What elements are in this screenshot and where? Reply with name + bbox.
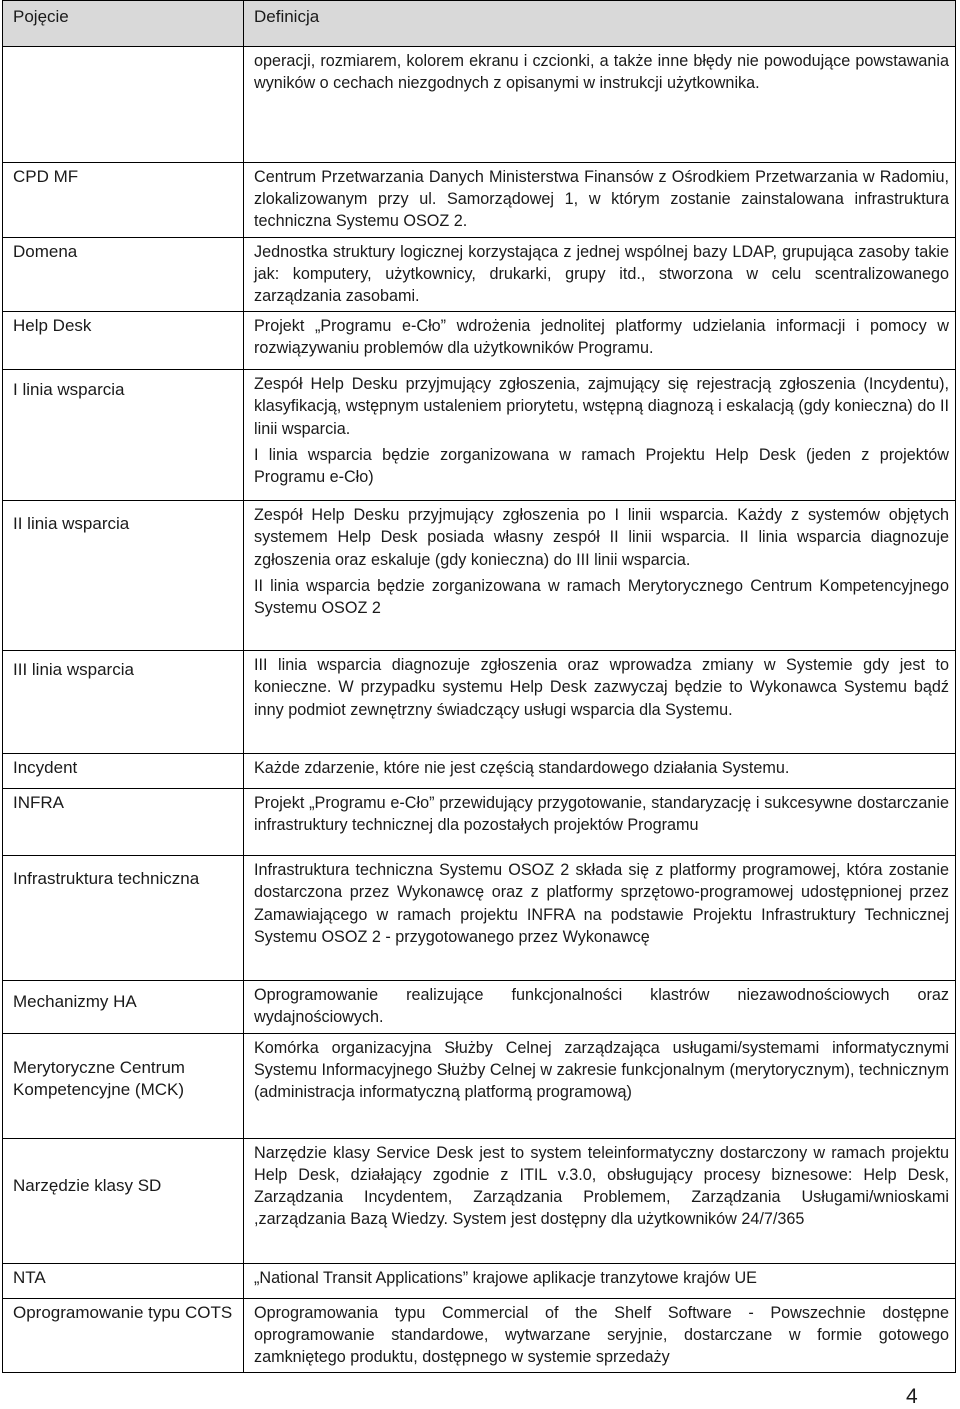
term-text: Merytoryczne Centrum Kompetencyjne (MCK) bbox=[13, 1057, 185, 1099]
definition-paragraph: „National Transit Applications” krajowe aplikacje tranzytowe krajów UE bbox=[254, 1268, 757, 1287]
table-row bbox=[3, 1298, 956, 1373]
definition-paragraph: Każde zdarzenie, które nie jest częścią standardowego działania Systemu. bbox=[254, 759, 790, 778]
term-cell bbox=[3, 1263, 244, 1298]
term-cell bbox=[3, 789, 244, 856]
definition-cell bbox=[244, 789, 956, 856]
term-text: CPD MF bbox=[13, 167, 79, 186]
term-text: Domena bbox=[13, 241, 78, 261]
definition-cell bbox=[244, 651, 956, 754]
definition-cell bbox=[244, 163, 956, 238]
definition-paragraph: I linia wsparcia będzie zorganizowana w ramach Projektu Help Desk (jeden z projektów Programu e-Cło) bbox=[254, 445, 949, 487]
header-definition: Definicja bbox=[244, 1, 956, 47]
header-term: Pojęcie bbox=[3, 1, 244, 47]
definition-cell bbox=[244, 1263, 956, 1298]
page-number: 4 bbox=[906, 1385, 918, 1408]
term-cell bbox=[3, 163, 244, 238]
term-cell bbox=[3, 981, 244, 1033]
definition-paragraph: Oprogramowania typu Commercial of the Shelf Software - Powszechnie dostępne oprogramowanie standardowe, wytwarzane seryjnie, dostarczane w formie gotowego zamkniętego produktu, dostępnego w systemie sprzedaży bbox=[254, 1303, 949, 1367]
term-cell bbox=[3, 237, 244, 312]
definition-cell bbox=[244, 370, 956, 501]
definition-cell bbox=[244, 1138, 956, 1263]
table-row bbox=[3, 856, 956, 981]
term-text: Oprogramowanie typu COTS bbox=[13, 1302, 233, 1322]
definition-paragraph: III linia wsparcia diagnozuje zgłoszenia oraz wprowadza zmiany w Systemie gdy jest to konieczne. W przypadku systemu Help Desk zazwyczaj będzie to Wykonawca Systemu bądź inny podmiot zewnętrzny świadczący usługi wsparcia dla Systemu. bbox=[254, 656, 949, 719]
definition-paragraph: Projekt „Programu e-Cło” przewidujący przygotowanie, standaryzację i sukcesywne dostarczanie infrastruktury technicznej dla pozostałych projektów Programu bbox=[254, 794, 949, 835]
term-text: I linia wsparcia bbox=[13, 380, 125, 400]
term-text: Help Desk bbox=[13, 316, 92, 336]
term-text: Narzędzie klasy SD bbox=[13, 1175, 162, 1195]
term-cell bbox=[3, 1138, 244, 1263]
term-cell bbox=[3, 312, 244, 370]
definition-cell bbox=[244, 501, 956, 651]
table-row bbox=[3, 1033, 956, 1138]
definition-cell bbox=[244, 1033, 956, 1138]
term-text: III linia wsparcia bbox=[13, 660, 134, 680]
definition-paragraph: Projekt „Programu e-Cło” wdrożenia jednolitej platformy udzielania informacji i pomocy w rozwiązywaniu problemów dla użytkowników Programu. bbox=[254, 317, 949, 358]
term-cell bbox=[3, 501, 244, 651]
term-cell bbox=[3, 754, 244, 789]
table-row bbox=[3, 370, 956, 501]
definition-paragraph: Komórka organizacyjna Służby Celnej zarządzająca usługami/systemami informatycznymi Systemu Informacyjnego Służby Celnej w zakresie funkcjonalnym (merytorycznym), technicznym (administracja informatyczną platformą programową) bbox=[254, 1038, 949, 1102]
table-row bbox=[3, 501, 956, 651]
table-row bbox=[3, 1138, 956, 1263]
definition-cell bbox=[244, 856, 956, 981]
term-cell bbox=[3, 47, 244, 163]
table-header-row bbox=[3, 1, 956, 47]
table-row bbox=[3, 1263, 956, 1298]
term-cell bbox=[3, 1033, 244, 1138]
definition-cell bbox=[244, 312, 956, 370]
definition-paragraph: Zespół Help Desku przyjmujący zgłoszenia, zajmujący się rejestracją zgłoszenia (Incydentu), klasyfikacją, wstępnym ustaleniem priorytetu, wstępną diagnozą i eskalacją (gdy konieczna) do II linii wsparcia. bbox=[254, 375, 949, 438]
definition-paragraph: Narzędzie klasy Service Desk jest to system teleinformatyczny dostarczony w ramach projektu Help Desk, działający zgodnie z ITIL v.3.0, obsługujący procesy biznesowe: Help Desk, Zarządzania Incydentem, Zarządzania Problemem, Zarządzania Usługami/wnioskami ,zarządzania Bazą Wiedzy. System jest dostępny dla użytkowników 24/7/365 bbox=[254, 1143, 949, 1229]
definition-paragraph: operacji, rozmiarem, kolorem ekranu i czcionki, a także inne błędy nie powodujące powstawania wyników o cechach niezgodnych z opisanymi w instrukcji użytkownika. bbox=[254, 52, 949, 93]
definition-paragraph: Zespół Help Desku przyjmujący zgłoszenia po I linii wsparcia. Każdy z systemów objętych systemem Help Desk posiada własny zespół II linii wsparcia. II linia wsparcia diagnozuje zgłoszenia oraz eskaluje (gdy konieczna) do III linii wsparcia. bbox=[254, 506, 949, 569]
definition-paragraph: Infrastruktura techniczna Systemu OSOZ 2 składa się z platformy programowej, która zostanie dostarczona przez Wykonawcę oraz z platformy sprzętowo-programowej udostępnionej przez Zamawiającego w ramach projektu INFRA na podstawie Projektu Infrastruktury Technicznej Systemu OSOZ 2 - przygotowanego przez Wykonawcę bbox=[254, 861, 949, 946]
term-text: II linia wsparcia bbox=[13, 514, 130, 534]
table-row bbox=[3, 237, 956, 312]
definition-paragraph: II linia wsparcia będzie zorganizowana w ramach Merytorycznego Centrum Kompetencyjnego Systemu OSOZ 2 bbox=[254, 576, 949, 618]
table-row bbox=[3, 47, 956, 163]
table-row bbox=[3, 163, 956, 238]
definition-cell bbox=[244, 754, 956, 789]
term-cell bbox=[3, 856, 244, 981]
definition-paragraph: Oprogramowanie realizujące funkcjonalności klastrów niezawodnościowych oraz wydajnościowych. bbox=[254, 986, 949, 1027]
term-cell bbox=[3, 370, 244, 501]
term-text: Infrastruktura techniczna bbox=[13, 869, 200, 889]
term-text bbox=[3, 47, 243, 50]
definition-cell bbox=[244, 237, 956, 312]
definition-paragraph: Jednostka struktury logicznej korzystająca z jednej wspólnej bazy LDAP, grupująca zasoby takie jak: komputery, użytkownicy, drukarki, grupy itd., stworzona w celu scentralizowanego zarządzania zasobami. bbox=[254, 242, 949, 306]
term-text: Incydent bbox=[13, 758, 78, 778]
term-text: NTA bbox=[13, 1267, 46, 1287]
definition-cell bbox=[244, 1298, 956, 1373]
table-row bbox=[3, 312, 956, 370]
table-row bbox=[3, 789, 956, 856]
table-row bbox=[3, 981, 956, 1033]
definition-cell bbox=[244, 47, 956, 163]
table-row bbox=[3, 754, 956, 789]
definitions-table bbox=[2, 0, 956, 1373]
definition-cell bbox=[244, 981, 956, 1033]
term-text: INFRA bbox=[13, 793, 64, 813]
definition-paragraph: Centrum Przetwarzania Danych Ministerstwa Finansów z Ośrodkiem Przetwarzania w Radomiu, zlokalizowanym przy ul. Samorządowej 1, w którym zostanie zainstalowana infrastruktura techniczna Systemu OSOZ 2. bbox=[254, 168, 949, 231]
term-cell bbox=[3, 1298, 244, 1373]
term-text: Mechanizmy HA bbox=[13, 992, 137, 1012]
term-cell bbox=[3, 651, 244, 754]
table-row bbox=[3, 651, 956, 754]
